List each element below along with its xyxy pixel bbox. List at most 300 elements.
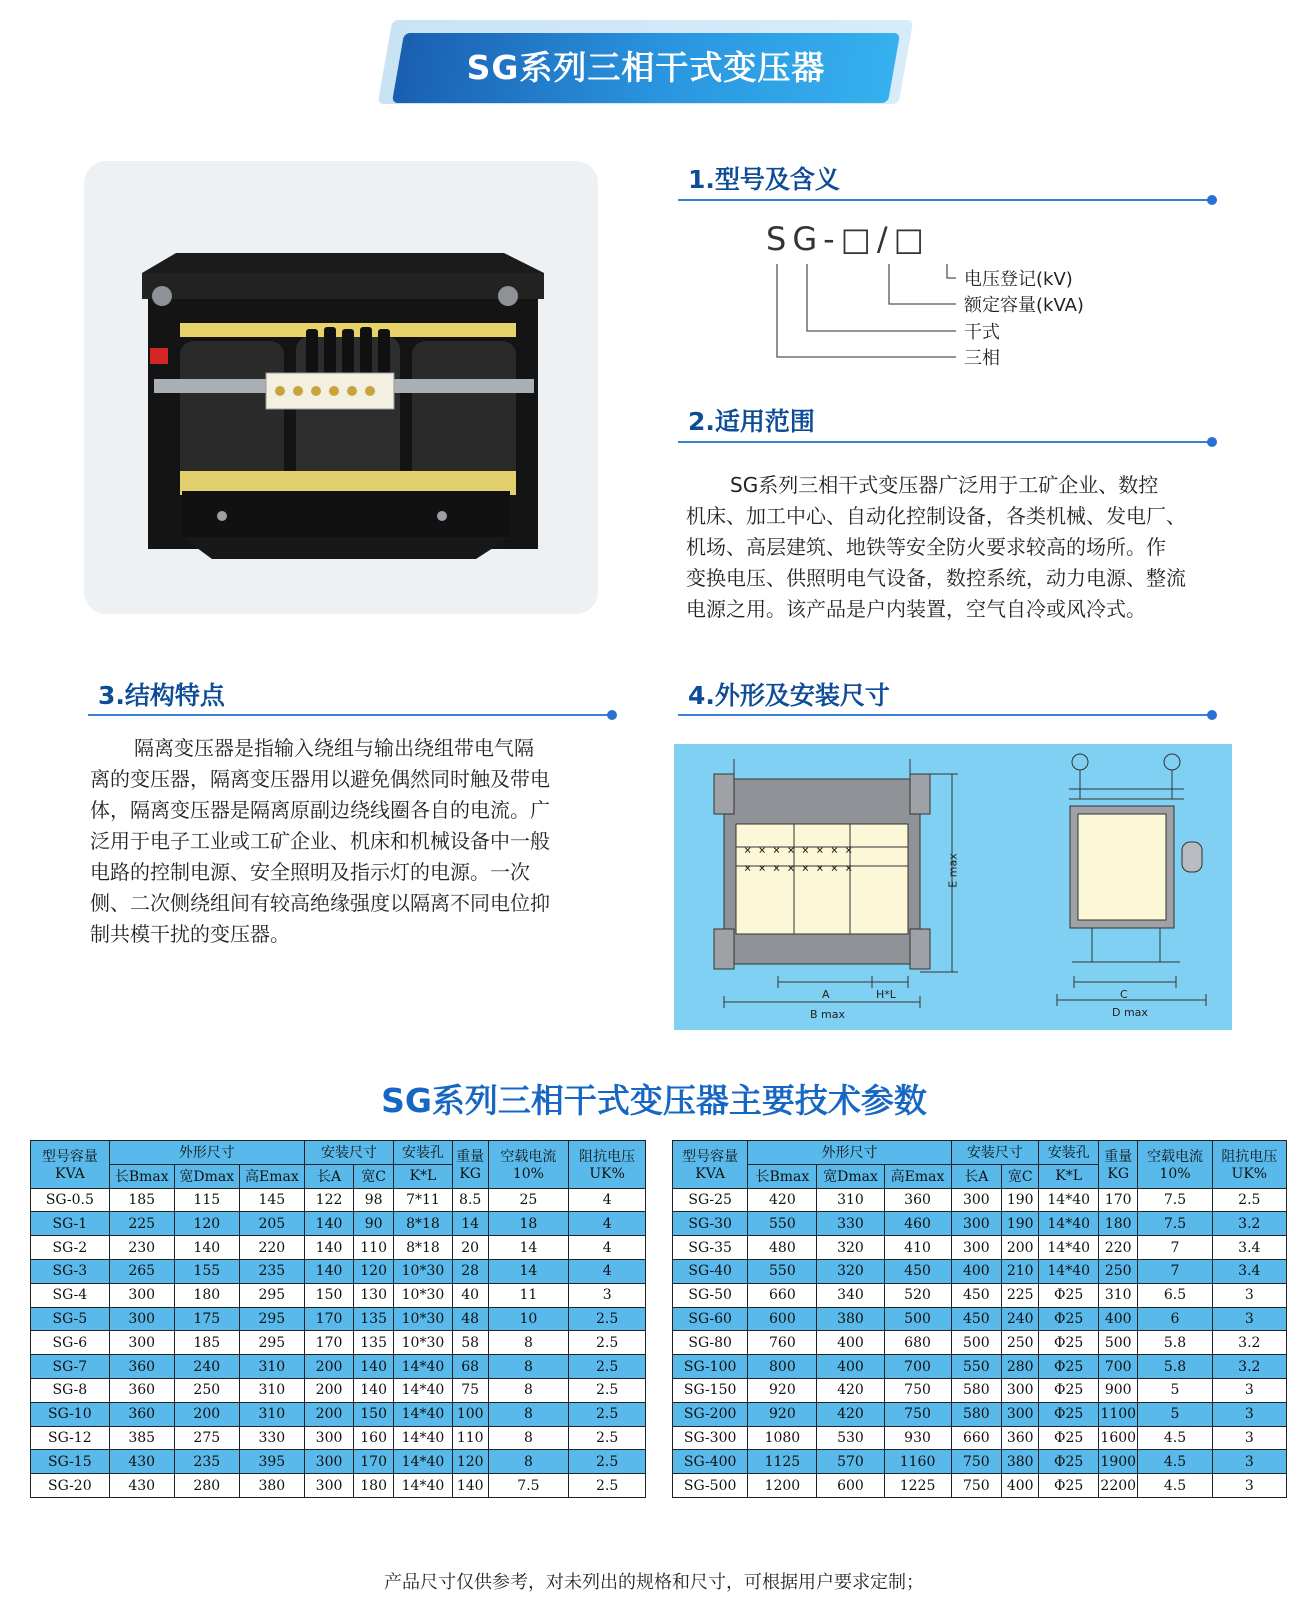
- structure-text: [90, 733, 620, 950]
- table-cell: 14: [452, 1212, 488, 1236]
- table-cell: SG-30: [673, 1212, 748, 1236]
- header-text: 10%: [512, 1166, 544, 1183]
- table-cell: SG-100: [673, 1355, 748, 1379]
- table-cell: 3: [1212, 1450, 1286, 1474]
- model-label-voltage: 电压登记(kV): [964, 269, 1073, 290]
- table-cell: SG-60: [673, 1307, 748, 1331]
- table-cell: 8.5: [452, 1188, 488, 1212]
- th-c: 宽C: [354, 1164, 394, 1188]
- section-dimensions-title: 4.外形及安装尺寸: [688, 681, 890, 710]
- table-cell: 480: [748, 1236, 817, 1260]
- th-b: 长Bmax: [748, 1164, 817, 1188]
- table-row: [31, 1331, 646, 1355]
- header-text: 阻抗电压: [1221, 1149, 1278, 1166]
- section-structure-rule: [88, 714, 612, 716]
- scope-line: 电源之用。该产品是户内装置，空气自冷或风冷式。: [686, 597, 1146, 621]
- table-cell: SG-15: [31, 1450, 110, 1474]
- table-cell: 185: [174, 1331, 239, 1355]
- table-cell: 450: [884, 1259, 951, 1283]
- dim-label-c: C: [1120, 988, 1128, 1001]
- table-cell: 320: [817, 1259, 884, 1283]
- header-text: 空载电流: [1146, 1149, 1203, 1166]
- header-text: 型号容量: [41, 1149, 98, 1166]
- table-cell: 14*40: [394, 1426, 453, 1450]
- table-cell: 140: [304, 1212, 353, 1236]
- model-label-dry: 干式: [964, 322, 1000, 343]
- table-cell: 1100: [1099, 1402, 1138, 1426]
- header-text: UK%: [1231, 1166, 1268, 1183]
- header-text: UK%: [589, 1166, 625, 1183]
- th-mount: 安装尺寸: [304, 1141, 393, 1165]
- table-cell: 450: [951, 1307, 1002, 1331]
- table-cell: 550: [951, 1355, 1002, 1379]
- table-cell: 3: [1212, 1283, 1286, 1307]
- table-row: [31, 1355, 646, 1379]
- dim-label-b: B max: [810, 1008, 846, 1021]
- table-cell: 300: [951, 1236, 1002, 1260]
- table-row: [31, 1236, 646, 1260]
- table-cell: 2.5: [569, 1450, 646, 1474]
- table-cell: SG-10: [31, 1402, 110, 1426]
- table-cell: SG-2: [31, 1236, 110, 1260]
- table-cell: SG-300: [673, 1426, 748, 1450]
- table-cell: 360: [109, 1355, 174, 1379]
- table-cell: 570: [817, 1450, 884, 1474]
- table-cell: 3: [1212, 1426, 1286, 1450]
- table-cell: 5: [1138, 1378, 1212, 1402]
- table-cell: 660: [748, 1283, 817, 1307]
- table-row: [673, 1450, 1287, 1474]
- table-cell: 170: [354, 1450, 394, 1474]
- th-weight: [1099, 1141, 1138, 1189]
- th-model: [31, 1141, 110, 1189]
- table-row: [673, 1378, 1287, 1402]
- table-cell: 3.4: [1212, 1236, 1286, 1260]
- table-cell: 280: [1002, 1355, 1039, 1379]
- table-cell: 500: [884, 1307, 951, 1331]
- table-cell: 300: [304, 1450, 353, 1474]
- table-cell: 380: [1002, 1450, 1039, 1474]
- table-row: [673, 1283, 1287, 1307]
- table-cell: 10*30: [394, 1331, 453, 1355]
- table-cell: 265: [109, 1259, 174, 1283]
- table-row: [31, 1474, 646, 1498]
- th-noload: [1138, 1141, 1212, 1189]
- table-cell: SG-5: [31, 1307, 110, 1331]
- section-scope-dot: [1207, 437, 1217, 447]
- dim-label-a: A: [822, 988, 830, 1001]
- table-cell: 250: [1099, 1259, 1138, 1283]
- table-cell: 2.5: [569, 1307, 646, 1331]
- table-cell: SG-35: [673, 1236, 748, 1260]
- table-cell: 10: [488, 1307, 569, 1331]
- table-cell: 150: [354, 1402, 394, 1426]
- header-text: KVA: [695, 1166, 726, 1183]
- table-cell: 660: [951, 1426, 1002, 1450]
- product-photo: [84, 161, 598, 614]
- table-cell: 3: [1212, 1307, 1286, 1331]
- header-text: 10%: [1159, 1166, 1191, 1183]
- svg-text:× × × × × × × ×: × × × × × × × ×: [744, 861, 853, 875]
- table-cell: SG-8: [31, 1378, 110, 1402]
- scope-line: SG系列三相干式变压器广泛用于工矿企业、数控: [730, 473, 1159, 497]
- section-model-title: 1.型号及含义: [688, 165, 840, 194]
- table-cell: 300: [304, 1474, 353, 1498]
- table-cell: 380: [239, 1474, 304, 1498]
- structure-line: 隔离变压器是指输入绕组与输出绕组带电气隔: [134, 736, 534, 760]
- table-cell: 170: [304, 1331, 353, 1355]
- table-row: [673, 1355, 1287, 1379]
- table-cell: 600: [817, 1474, 884, 1498]
- table-cell: 360: [884, 1188, 951, 1212]
- table-cell: 430: [109, 1474, 174, 1498]
- table-cell: 360: [109, 1402, 174, 1426]
- th-impedance: [1212, 1141, 1286, 1189]
- table-cell: SG-80: [673, 1331, 748, 1355]
- th-kl: K*L: [394, 1164, 453, 1188]
- table-row: [673, 1236, 1287, 1260]
- table-cell: 340: [817, 1283, 884, 1307]
- table-cell: 8: [488, 1450, 569, 1474]
- table-cell: Φ25: [1039, 1283, 1099, 1307]
- table-cell: 140: [354, 1378, 394, 1402]
- table-cell: 310: [1099, 1283, 1138, 1307]
- table-cell: 300: [951, 1188, 1002, 1212]
- table-cell: Φ25: [1039, 1402, 1099, 1426]
- table-cell: 5: [1138, 1402, 1212, 1426]
- table-cell: 530: [817, 1426, 884, 1450]
- table-cell: 225: [109, 1212, 174, 1236]
- table-cell: 240: [1002, 1307, 1039, 1331]
- table-cell: 1160: [884, 1450, 951, 1474]
- table-cell: 300: [109, 1307, 174, 1331]
- table-cell: 420: [817, 1378, 884, 1402]
- table-cell: 225: [1002, 1283, 1039, 1307]
- table-cell: 3.2: [1212, 1331, 1286, 1355]
- table-row: [673, 1331, 1287, 1355]
- table-cell: 160: [354, 1426, 394, 1450]
- table-cell: 300: [951, 1212, 1002, 1236]
- spec-table-left: [30, 1140, 646, 1498]
- table-cell: 750: [884, 1402, 951, 1426]
- table-cell: 2.5: [569, 1378, 646, 1402]
- th-hole: 安装孔: [1039, 1141, 1099, 1165]
- table-cell: SG-200: [673, 1402, 748, 1426]
- table-cell: 5.8: [1138, 1331, 1212, 1355]
- structure-line: 制共模干扰的变压器。: [90, 922, 290, 946]
- table-cell: 2.5: [1212, 1188, 1286, 1212]
- table-cell: 40: [452, 1283, 488, 1307]
- table-cell: SG-12: [31, 1426, 110, 1450]
- table-cell: 250: [1002, 1331, 1039, 1355]
- table-cell: SG-0.5: [31, 1188, 110, 1212]
- section-scope-rule: [678, 441, 1212, 443]
- table-cell: 10*30: [394, 1259, 453, 1283]
- table-cell: 6: [1138, 1307, 1212, 1331]
- table-cell: 700: [884, 1355, 951, 1379]
- scope-line: 机床、加工中心、自动化控制设备，各类机械、发电厂、: [686, 504, 1186, 528]
- table-cell: 68: [452, 1355, 488, 1379]
- table-cell: 310: [817, 1188, 884, 1212]
- structure-line: 体，隔离变压器是隔离原副边绕线圈各自的电流。广: [90, 798, 550, 822]
- table-cell: 1900: [1099, 1450, 1138, 1474]
- table-cell: 300: [1002, 1402, 1039, 1426]
- table-cell: 200: [304, 1402, 353, 1426]
- table-cell: 380: [817, 1307, 884, 1331]
- table-cell: SG-400: [673, 1450, 748, 1474]
- table-cell: 140: [304, 1236, 353, 1260]
- table-row: [673, 1426, 1287, 1450]
- table-row: [673, 1402, 1287, 1426]
- table-cell: 550: [748, 1212, 817, 1236]
- table-cell: 175: [174, 1307, 239, 1331]
- th-impedance: [569, 1141, 646, 1189]
- table-cell: 180: [1099, 1212, 1138, 1236]
- table-cell: 14*40: [394, 1474, 453, 1498]
- th-e: 高Emax: [239, 1164, 304, 1188]
- scope-line: 机场、高层建筑、地铁等安全防火要求较高的场所。作: [686, 535, 1166, 559]
- table-cell: 920: [748, 1402, 817, 1426]
- table-title: SG系列三相干式变压器主要技术参数: [381, 1081, 927, 1120]
- table-cell: 3.2: [1212, 1212, 1286, 1236]
- table-row: [31, 1378, 646, 1402]
- section-structure-title: 3.结构特点: [98, 681, 225, 710]
- section-dimensions-dot: [1207, 710, 1217, 720]
- table-cell: 235: [174, 1450, 239, 1474]
- table-cell: 310: [239, 1378, 304, 1402]
- table-cell: 3: [1212, 1474, 1286, 1498]
- table-cell: 750: [951, 1474, 1002, 1498]
- table-cell: SG-50: [673, 1283, 748, 1307]
- table-cell: 300: [304, 1426, 353, 1450]
- table-cell: 4: [569, 1236, 646, 1260]
- table-cell: 10*30: [394, 1283, 453, 1307]
- table-cell: 2.5: [569, 1331, 646, 1355]
- table-cell: 4.5: [1138, 1474, 1212, 1498]
- section-model-dot: [1207, 195, 1217, 205]
- table-cell: 8: [488, 1402, 569, 1426]
- table-cell: 300: [109, 1283, 174, 1307]
- table-cell: 185: [109, 1188, 174, 1212]
- table-row: [673, 1212, 1287, 1236]
- table-cell: 220: [239, 1236, 304, 1260]
- table-cell: 14*40: [394, 1402, 453, 1426]
- table-cell: SG-1: [31, 1212, 110, 1236]
- table-cell: 18: [488, 1212, 569, 1236]
- table-cell: 210: [1002, 1259, 1039, 1283]
- table-cell: Φ25: [1039, 1378, 1099, 1402]
- table-cell: 14*40: [1039, 1259, 1099, 1283]
- table-cell: 930: [884, 1426, 951, 1450]
- th-outer: 外形尺寸: [748, 1141, 951, 1165]
- table-cell: 500: [951, 1331, 1002, 1355]
- table-cell: 14*40: [1039, 1236, 1099, 1260]
- section-scope-title: 2.适用范围: [688, 407, 815, 436]
- table-cell: 14*40: [394, 1355, 453, 1379]
- table-cell: 400: [1099, 1307, 1138, 1331]
- table-cell: SG-40: [673, 1259, 748, 1283]
- th-a: 长A: [951, 1164, 1002, 1188]
- model-label-capacity: 额定容量(kVA): [964, 295, 1084, 316]
- table-cell: 3: [569, 1283, 646, 1307]
- table-cell: SG-20: [31, 1474, 110, 1498]
- th-mount: 安装尺寸: [951, 1141, 1039, 1165]
- table-cell: 20: [452, 1236, 488, 1260]
- header-text: KG: [459, 1166, 481, 1183]
- table-cell: 190: [1002, 1188, 1039, 1212]
- th-c: 宽C: [1002, 1164, 1039, 1188]
- table-cell: SG-500: [673, 1474, 748, 1498]
- section-model-rule: [678, 199, 1212, 201]
- table-cell: 135: [354, 1307, 394, 1331]
- table-cell: 700: [1099, 1355, 1138, 1379]
- structure-line: 侧、二次侧绕组间有较高绝缘强度以隔离不同电位抑: [90, 891, 550, 915]
- table-cell: 140: [354, 1355, 394, 1379]
- table-cell: 1200: [748, 1474, 817, 1498]
- table-cell: 205: [239, 1212, 304, 1236]
- model-diagram: [766, 220, 1196, 370]
- transformer-illustration: [84, 161, 598, 614]
- header-text: 型号容量: [682, 1149, 739, 1166]
- table-cell: 300: [109, 1331, 174, 1355]
- page-title: SG系列三相干式变压器: [466, 48, 826, 87]
- table-cell: 250: [174, 1378, 239, 1402]
- table-row: [31, 1259, 646, 1283]
- table-cell: 460: [884, 1212, 951, 1236]
- table-cell: 300: [1002, 1378, 1039, 1402]
- table-cell: 14*40: [394, 1450, 453, 1474]
- table-cell: 11: [488, 1283, 569, 1307]
- structure-line: 泛用于电子工业或工矿企业、机床和机械设备中一般: [90, 829, 550, 853]
- th-weight: [452, 1141, 488, 1189]
- structure-line: 离的变压器，隔离变压器用以避免偶然同时触及带电: [90, 767, 550, 791]
- th-hole: 安装孔: [394, 1141, 453, 1165]
- table-cell: 200: [304, 1355, 353, 1379]
- table-cell: Φ25: [1039, 1474, 1099, 1498]
- table-cell: SG-7: [31, 1355, 110, 1379]
- model-label-three-phase: 三相: [964, 348, 1000, 369]
- header-text: 空载电流: [500, 1149, 557, 1166]
- table-cell: 170: [1099, 1188, 1138, 1212]
- table-cell: 4.5: [1138, 1426, 1212, 1450]
- spec-table-right: [672, 1140, 1287, 1498]
- table-cell: 2.5: [569, 1474, 646, 1498]
- table-row: [673, 1307, 1287, 1331]
- table-cell: 4: [569, 1188, 646, 1212]
- table-cell: 220: [1099, 1236, 1138, 1260]
- table-cell: SG-6: [31, 1331, 110, 1355]
- table-cell: 8: [488, 1426, 569, 1450]
- table-cell: 330: [239, 1426, 304, 1450]
- table-cell: 5.8: [1138, 1355, 1212, 1379]
- th-e: 高Emax: [884, 1164, 951, 1188]
- table-cell: 310: [239, 1402, 304, 1426]
- section-dimensions-rule: [678, 714, 1212, 716]
- table-cell: 120: [174, 1212, 239, 1236]
- table-cell: 8*18: [394, 1236, 453, 1260]
- table-cell: 180: [354, 1474, 394, 1498]
- header-text: 重量: [456, 1149, 485, 1166]
- table-cell: 8: [488, 1378, 569, 1402]
- table-cell: 200: [174, 1402, 239, 1426]
- table-cell: 920: [748, 1378, 817, 1402]
- th-d: 宽Dmax: [174, 1164, 239, 1188]
- table-cell: 600: [748, 1307, 817, 1331]
- th-model: [673, 1141, 748, 1189]
- table-cell: 360: [109, 1378, 174, 1402]
- table-cell: Φ25: [1039, 1307, 1099, 1331]
- table-cell: 400: [817, 1331, 884, 1355]
- table-cell: 120: [452, 1450, 488, 1474]
- table-cell: 2.5: [569, 1426, 646, 1450]
- table-cell: 110: [452, 1426, 488, 1450]
- table-cell: SG-3: [31, 1259, 110, 1283]
- table-cell: 750: [951, 1450, 1002, 1474]
- table-row: [673, 1188, 1287, 1212]
- table-row: [31, 1307, 646, 1331]
- table-cell: 8: [488, 1355, 569, 1379]
- table-cell: Φ25: [1039, 1426, 1099, 1450]
- table-cell: 3.2: [1212, 1355, 1286, 1379]
- table-cell: 410: [884, 1236, 951, 1260]
- table-cell: 98: [354, 1188, 394, 1212]
- table-cell: 430: [109, 1450, 174, 1474]
- table-row: [31, 1450, 646, 1474]
- table-cell: 6.5: [1138, 1283, 1212, 1307]
- table-cell: 14*40: [1039, 1212, 1099, 1236]
- header-text: 阻抗电压: [579, 1149, 636, 1166]
- table-cell: 130: [354, 1283, 394, 1307]
- table-cell: 4: [569, 1259, 646, 1283]
- table-cell: 150: [304, 1283, 353, 1307]
- table-cell: 14*40: [394, 1378, 453, 1402]
- table-cell: 360: [1002, 1426, 1039, 1450]
- table-cell: 240: [174, 1355, 239, 1379]
- table-cell: 420: [748, 1188, 817, 1212]
- table-cell: 7.5: [1138, 1188, 1212, 1212]
- th-kl: K*L: [1039, 1164, 1099, 1188]
- dim-label-hl: H*L: [876, 988, 896, 1001]
- table-row: [31, 1283, 646, 1307]
- table-cell: 1225: [884, 1474, 951, 1498]
- table-cell: 235: [239, 1259, 304, 1283]
- table-cell: 295: [239, 1307, 304, 1331]
- th-b: 长Bmax: [109, 1164, 174, 1188]
- table-cell: 25: [488, 1188, 569, 1212]
- table-cell: 110: [354, 1236, 394, 1260]
- table-cell: 48: [452, 1307, 488, 1331]
- model-code: SG-□/□: [766, 220, 930, 258]
- scope-line: 变换电压、供照明电气设备，数控系统，动力电源、整流: [686, 566, 1186, 590]
- table-cell: 3: [1212, 1402, 1286, 1426]
- table-cell: 180: [174, 1283, 239, 1307]
- svg-text:× × × × × × × ×: × × × × × × × ×: [744, 843, 853, 857]
- th-noload: [488, 1141, 569, 1189]
- table-cell: 385: [109, 1426, 174, 1450]
- table-cell: 800: [748, 1355, 817, 1379]
- table-cell: 760: [748, 1331, 817, 1355]
- table-cell: 295: [239, 1283, 304, 1307]
- table-cell: 2.5: [569, 1355, 646, 1379]
- table-cell: 900: [1099, 1378, 1138, 1402]
- table-row: [31, 1188, 646, 1212]
- structure-line: 电路的控制电源、安全照明及指示灯的电源。一次: [90, 860, 530, 884]
- table-cell: 7.5: [1138, 1212, 1212, 1236]
- table-cell: 310: [239, 1355, 304, 1379]
- dim-label-d: D max: [1112, 1006, 1148, 1019]
- table-cell: 7: [1138, 1236, 1212, 1260]
- table-cell: Φ25: [1039, 1450, 1099, 1474]
